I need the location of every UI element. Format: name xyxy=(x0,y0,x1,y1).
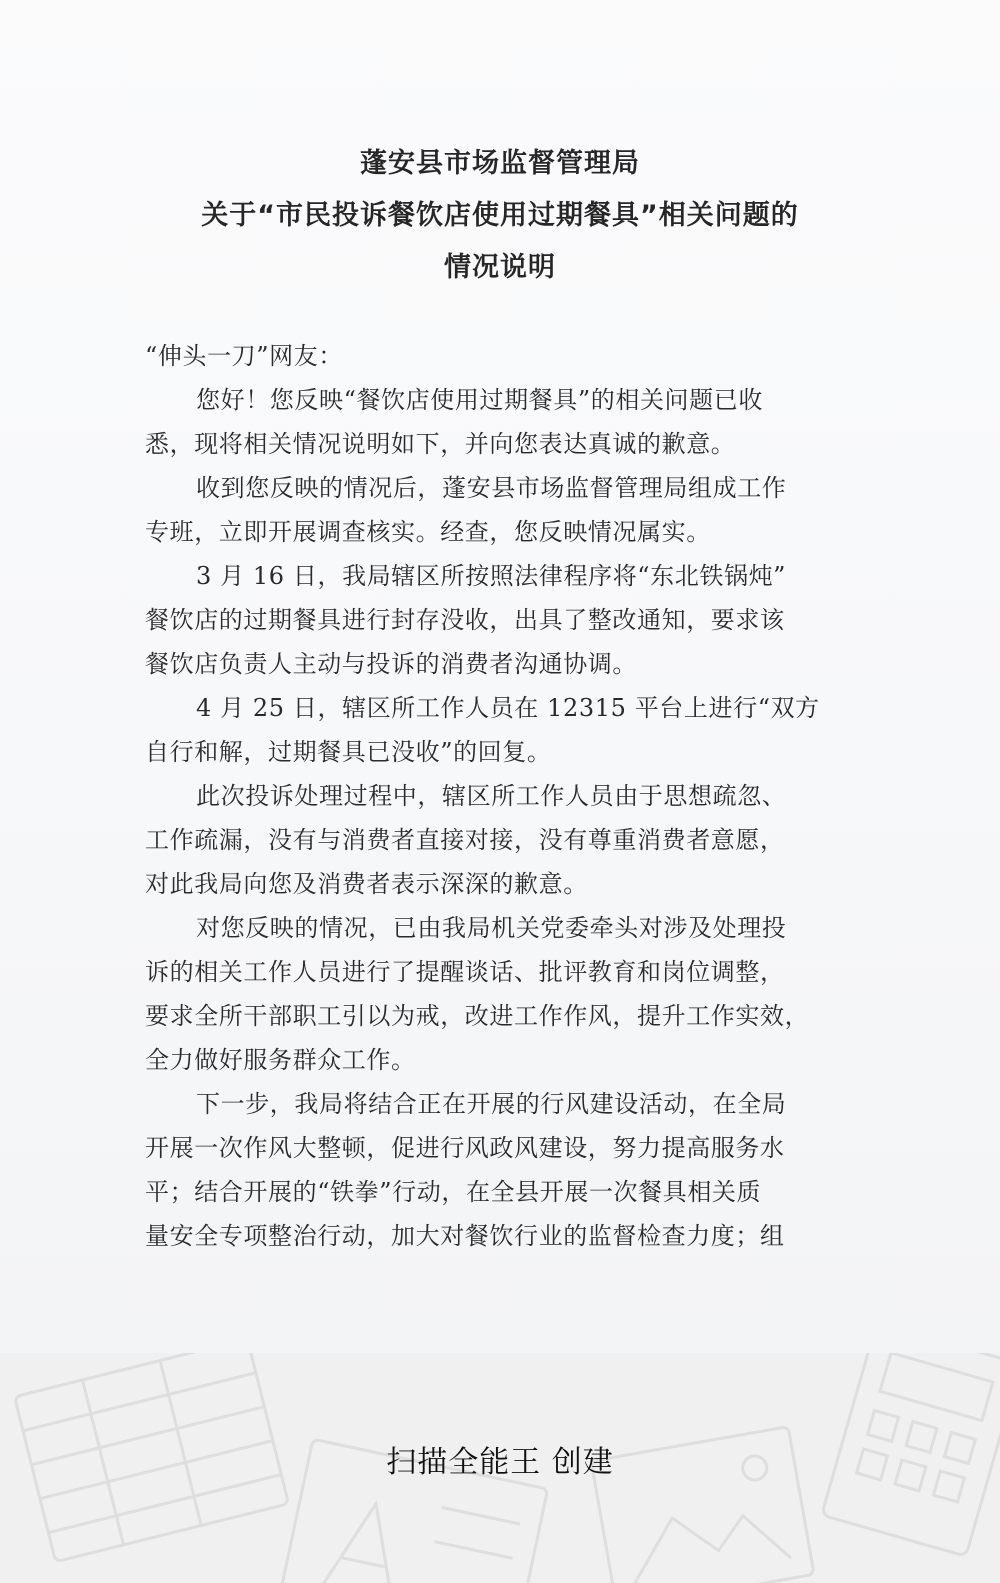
title-line-3: 情况说明 xyxy=(444,252,556,283)
body-line: 全力做好服务群众工作。 xyxy=(145,1046,416,1074)
body-line: 餐饮店负责人主动与投诉的消费者沟通协调。 xyxy=(145,650,637,678)
body-line: 对您反映的情况，已由我局机关党委牵头对涉及处理投 xyxy=(196,914,787,942)
body-line: 自行和解，过期餐具已没收”的回复。 xyxy=(145,738,552,766)
body-line: 开展一次作风大整顿，促进行风政风建设，努力提高服务水 xyxy=(145,1134,785,1162)
salutation: “伸头一刀”网友： xyxy=(145,342,343,370)
body-line: 工作疏漏，没有与消费者直接对接，没有尊重消费者意愿， xyxy=(145,826,785,854)
body-line: 4 月 25 日，辖区所工作人员在 12315 平台上进行“双方 xyxy=(196,694,820,722)
body-line: 量安全专项整治行动，加大对餐饮行业的监督检查力度；组 xyxy=(145,1222,785,1250)
body-line: 诉的相关工作人员进行了提醒谈话、批评教育和岗位调整， xyxy=(145,958,785,986)
body-line: 您好！您反映“餐饮店使用过期餐具”的相关问题已收 xyxy=(196,386,763,414)
body-line: 3 月 16 日，我局辖区所按照法律程序将“东北铁锅炖” xyxy=(196,562,787,590)
body-line: 平；结合开展的“铁拳”行动，在全县开展一次餐具相关质 xyxy=(145,1178,762,1206)
body-line: 餐饮店的过期餐具进行封存没收，出具了整改通知，要求该 xyxy=(145,606,785,634)
body-line: 下一步，我局将结合正在开展的行风建设活动，在全局 xyxy=(196,1090,787,1118)
body-line: 收到您反映的情况后，蓬安县市场监督管理局组成工作 xyxy=(196,474,787,502)
body-line: 专班，立即开展调查核实。经查，您反映情况属实。 xyxy=(145,518,711,546)
title-line-1: 蓬安县市场监督管理局 xyxy=(360,148,640,179)
body-line: 此次投诉处理过程中，辖区所工作人员由于思想疏忽、 xyxy=(196,782,787,810)
scanner-watermark-footer xyxy=(0,1353,1000,1583)
body-line: 悉，现将相关情况说明如下，并向您表达真诚的歉意。 xyxy=(145,430,736,458)
body-line: 对此我局向您及消费者表示深深的歉意。 xyxy=(145,870,588,898)
scanner-app-label: 扫描全能王 创建 xyxy=(386,1445,614,1480)
body-line: 要求全所干部职工引以为戒，改进工作作风，提升工作实效， xyxy=(145,1002,810,1030)
title-line-2: 关于“市民投诉餐饮店使用过期餐具”相关问题的 xyxy=(201,200,799,231)
